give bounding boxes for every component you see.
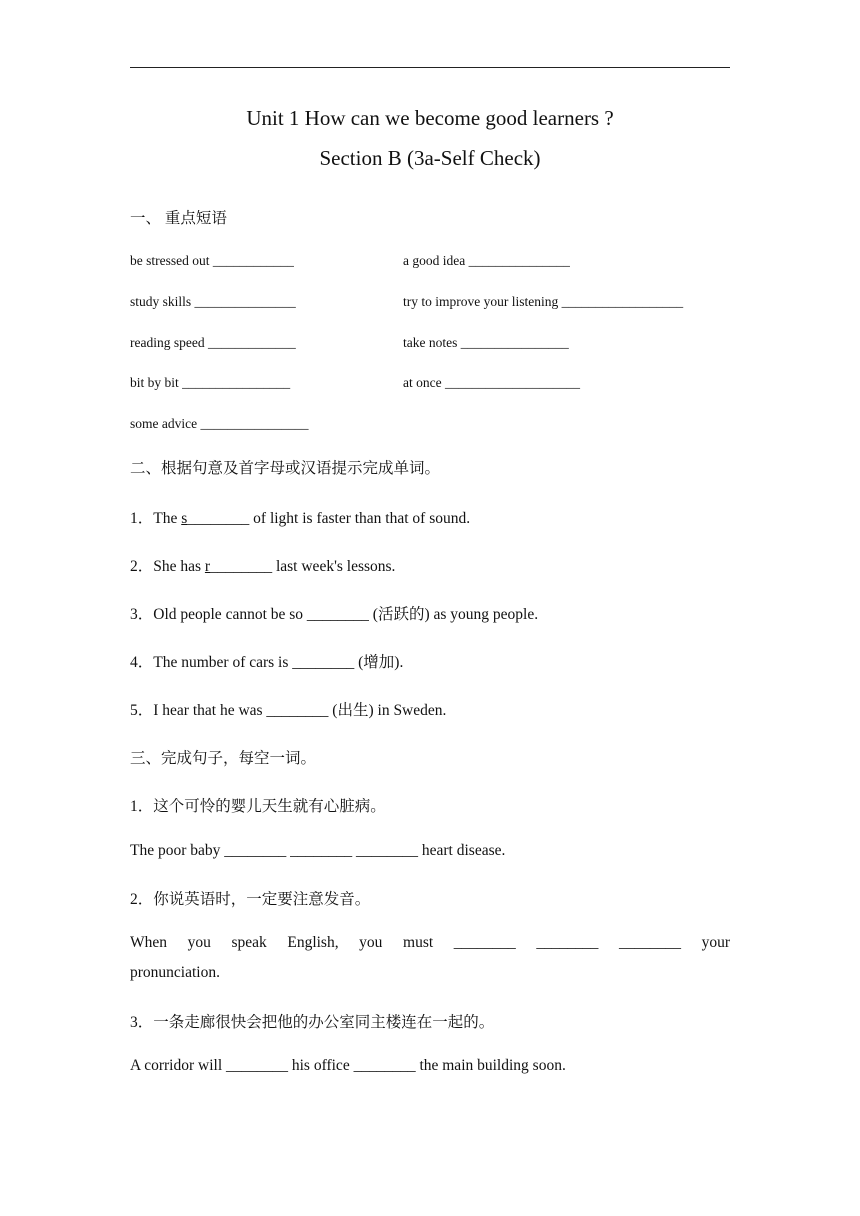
question-text: ________ last week's lessons.	[210, 558, 396, 575]
sentence-2-english-line1: When you speak English, you must ________ ________ ________ your	[130, 934, 730, 951]
word-question-2	[130, 554, 395, 576]
sentence-2-english-line2: pronunciation.	[130, 964, 220, 981]
phrase-item: a good idea _______________	[403, 253, 570, 268]
hint-letter: r	[204, 558, 211, 575]
section-heading-phrases: 一、 重点短语	[130, 210, 227, 227]
phrase-item: try to improve your listening __________________	[403, 294, 684, 309]
sentence-3-english: A corridor will ________ his office ________ the main building soon.	[130, 1057, 566, 1074]
word-question-4: 4．The number of cars is ________ (增加).	[130, 654, 404, 671]
header-rule	[130, 67, 730, 68]
phrase-item: be stressed out ____________	[130, 253, 294, 268]
section-heading-sentences: 三、完成句子，每空一词。	[130, 750, 317, 767]
page-subtitle: Section B (3a-Self Check)	[319, 146, 541, 170]
question-text: 1．The	[130, 510, 182, 527]
sentence-1-chinese: 1．这个可怜的婴儿天生就有心脏病。	[130, 798, 386, 815]
hint-letter: s	[181, 510, 188, 527]
question-text: ________ of light is faster than that of sound.	[187, 510, 471, 527]
phrase-item: study skills _______________	[130, 294, 296, 309]
sentence-1-english: The poor baby ________ ________ ________ heart disease.	[130, 842, 506, 859]
phrase-item: take notes ________________	[403, 335, 569, 350]
phrase-item: bit by bit ________________	[130, 375, 291, 390]
word-question-5: 5．I hear that he was ________ (出生) in Sweden.	[130, 702, 447, 719]
phrase-item: reading speed _____________	[130, 335, 296, 350]
section-heading-words: 二、根据句意及首字母或汉语提示完成单词。	[130, 460, 441, 477]
question-text: 2．She has	[130, 558, 205, 575]
sentence-2-chinese: 2．你说英语时，一定要注意发音。	[130, 891, 371, 908]
word-question-1	[130, 506, 470, 528]
page-title: Unit 1 How can we become good learners ?	[246, 106, 614, 130]
phrase-item: at once ____________________	[403, 375, 580, 390]
word-question-3: 3．Old people cannot be so ________ (活跃的) as young people.	[130, 606, 539, 623]
phrase-item: some advice ________________	[130, 416, 309, 431]
sentence-3-chinese: 3．一条走廊很快会把他的办公室同主楼连在一起的。	[130, 1014, 495, 1031]
